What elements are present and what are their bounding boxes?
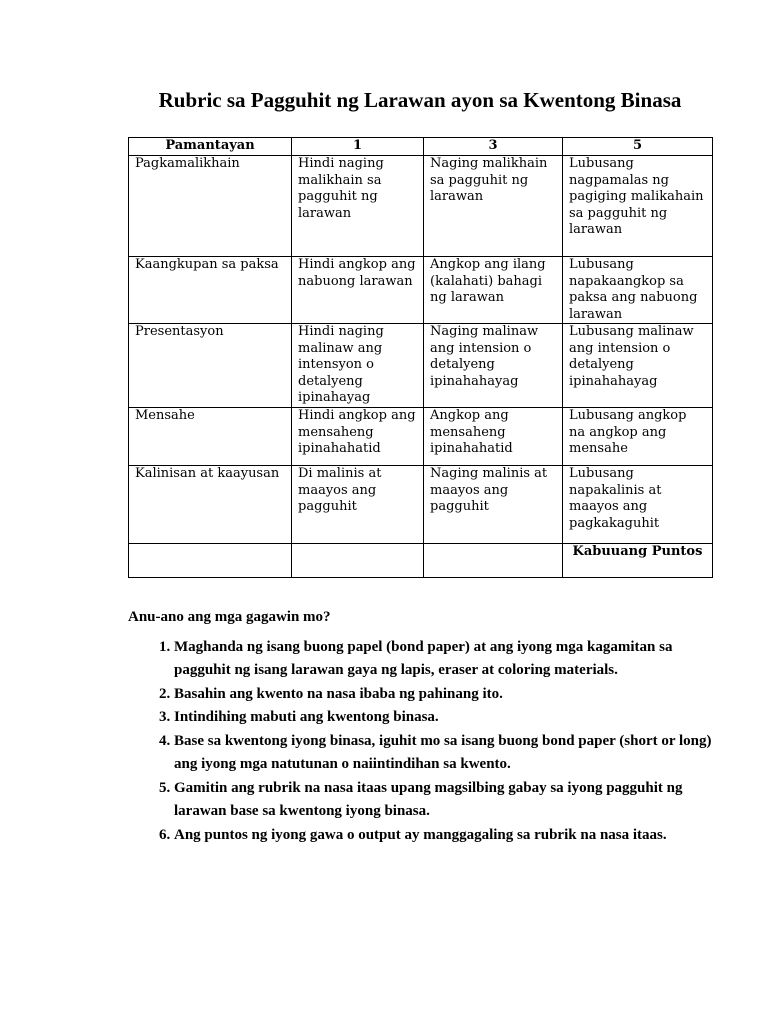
score-5-cell: Lubusang napakalinis at maayos ang pagkakaguhit (563, 466, 713, 544)
total-points-label: Kabuuang Puntos (563, 544, 713, 578)
rubric-table (128, 137, 713, 578)
header-score-3: 3 (424, 138, 563, 156)
criteria-cell: Kalinisan at kaayusan (129, 466, 292, 544)
score-5-cell: Lubusang nagpamalas ng pagiging malikahain sa pagguhit ng larawan (563, 156, 713, 257)
table-row (129, 257, 713, 324)
empty-cell (129, 544, 292, 578)
criteria-cell: Mensahe (129, 408, 292, 466)
list-item: 3. Intindihing mabuti ang kwentong binasa. (174, 706, 712, 730)
score-3-cell: Naging malinaw ang intension o detalyeng ipinahahayag (424, 324, 563, 408)
empty-cell (292, 544, 424, 578)
score-1-cell: Di malinis at maayos ang pagguhit (292, 466, 424, 544)
score-5-cell: Lubusang malinaw ang intension o detalyeng ipinahahayag (563, 324, 713, 408)
list-item: 6. Ang puntos ng iyong gawa o output ay manggagaling sa rubrik na nasa itaas. (174, 824, 712, 848)
table-row (129, 466, 713, 544)
instructions-list (128, 636, 712, 848)
list-item: 1. Maghanda ng isang buong papel (bond paper) at ang iyong mga kagamitan sa pagguhit ng isang larawan gaya ng lapis, eraser at coloring materials. (174, 636, 712, 683)
criteria-cell: Kaangkupan sa paksa (129, 257, 292, 324)
score-1-cell: Hindi naging malikhain sa pagguhit ng larawan (292, 156, 424, 257)
instructions-section (128, 606, 712, 847)
table-row (129, 408, 713, 466)
score-1-cell: Hindi angkop ang nabuong larawan (292, 257, 424, 324)
header-criteria: Pamantayan (129, 138, 292, 156)
list-item: 4. Base sa kwentong iyong binasa, iguhit mo sa isang buong bond paper (short or long) ang iyong mga natutunan o naiintindihan sa kwento. (174, 730, 712, 777)
score-3-cell: Angkop ang mensaheng ipinahahatid (424, 408, 563, 466)
header-score-5: 5 (563, 138, 713, 156)
score-1-cell: Hindi angkop ang mensaheng ipinahahatid (292, 408, 424, 466)
table-row (129, 156, 713, 257)
table-row (129, 324, 713, 408)
score-3-cell: Naging malikhain sa pagguhit ng larawan (424, 156, 563, 257)
total-row (129, 544, 713, 578)
score-3-cell: Naging malinis at maayos ang pagguhit (424, 466, 563, 544)
instructions-heading: Anu-ano ang mga gagawin mo? (128, 609, 331, 625)
list-item: 5. Gamitin ang rubrik na nasa itaas upang magsilbing gabay sa iyong pagguhit ng larawan base sa kwentong iyong binasa. (174, 777, 712, 824)
score-5-cell: Lubusang angkop na angkop ang mensahe (563, 408, 713, 466)
header-score-1: 1 (292, 138, 424, 156)
criteria-cell: Presentasyon (129, 324, 292, 408)
score-1-cell: Hindi naging malinaw ang intensyon o detalyeng ipinahayag (292, 324, 424, 408)
list-item: 2. Basahin ang kwento na nasa ibaba ng pahinang ito. (174, 683, 712, 707)
empty-cell (424, 544, 563, 578)
document-title: Rubric sa Pagguhit ng Larawan ayon sa Kwentong Binasa (158, 88, 682, 112)
criteria-cell: Pagkamalikhain (129, 156, 292, 257)
score-3-cell: Angkop ang ilang (kalahati) bahagi ng larawan (424, 257, 563, 324)
table-header-row (129, 138, 713, 156)
score-5-cell: Lubusang napakaangkop sa paksa ang nabuong larawan (563, 257, 713, 324)
